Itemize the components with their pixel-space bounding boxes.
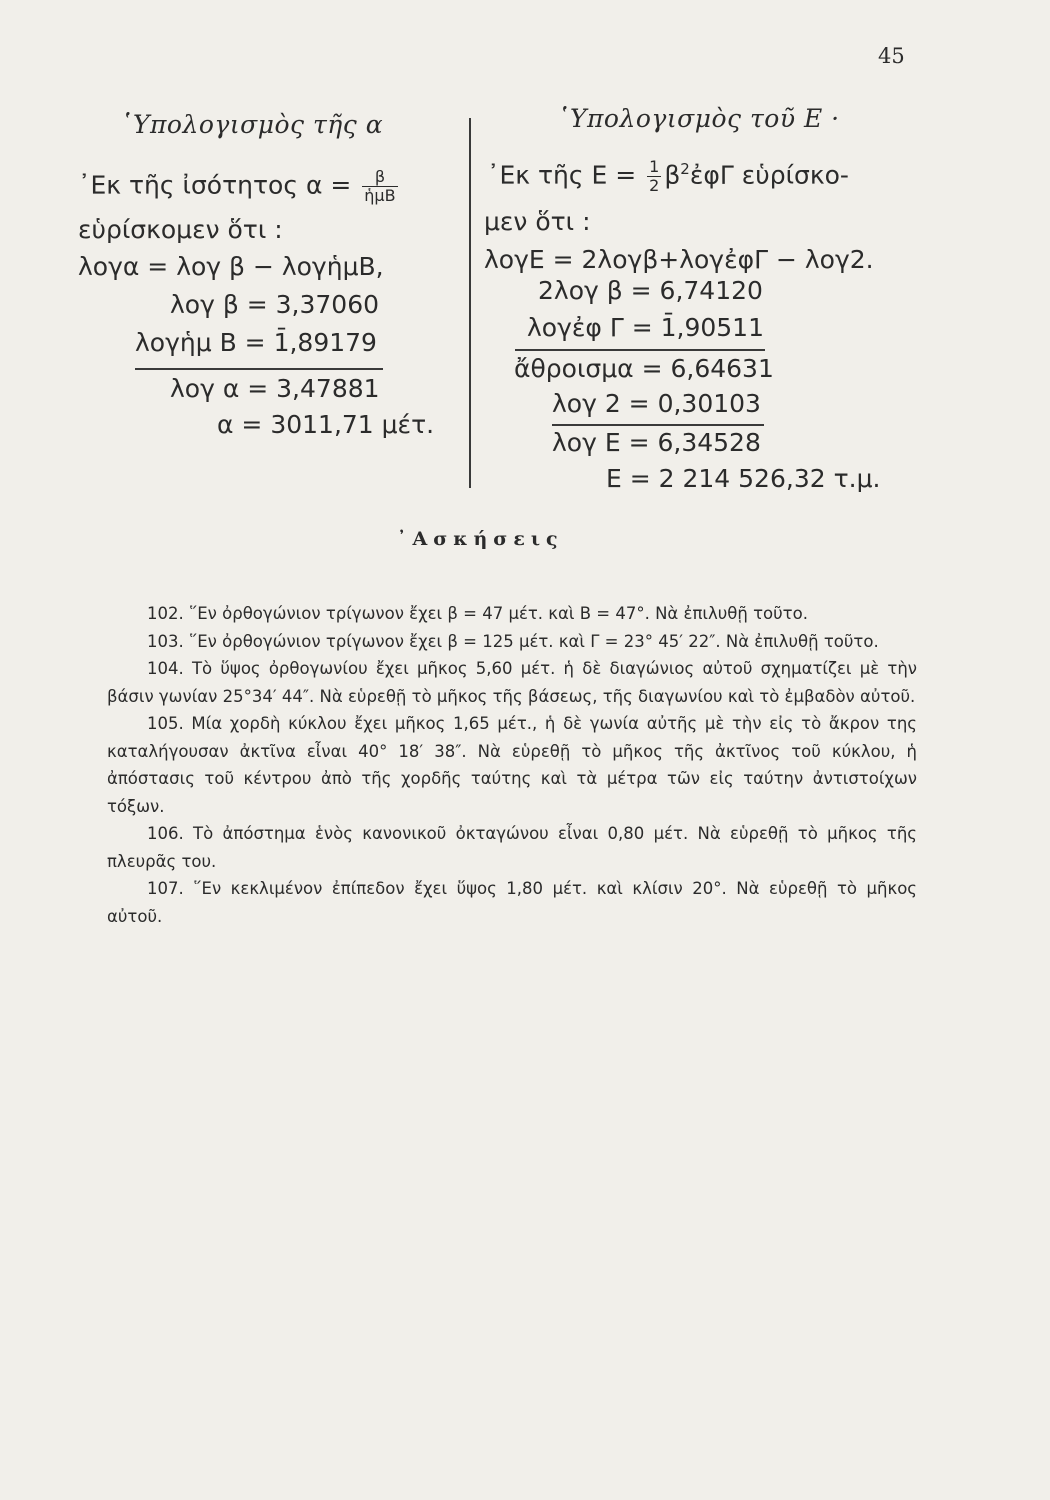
left-line-5: λογἡμ Β = 1̄,89179: [135, 328, 377, 357]
right-line-5: λογἐφ Γ = 1̄,90511: [527, 313, 764, 342]
exercise-104: 104. Τὸ ὕψος ὀρθογωνίου ἔχει μῆκος 5,60 μέτ. ἡ δὲ διαγώνιος αὐτοῦ σχηματίζει μὲ τὴν βάσιν γωνίαν 25°34′ 44″. Νὰ εὑρεθῇ τὸ μῆκος τῆς βάσεως, τῆς διαγωνίου καὶ τὸ ἐμβαδὸν αὐτοῦ.: [107, 659, 917, 706]
right-line-8: λογ Ε = 6,34528: [552, 428, 761, 457]
right-difference-rule: [552, 424, 764, 426]
right-line-2: μεν ὅτι :: [484, 207, 591, 236]
left-frac-denominator: ἡμΒ: [364, 186, 396, 205]
right-intro-text: ᾿Εκ τῆς Ε =: [487, 160, 645, 190]
left-section-title: ῾Υπολογισμὸς τῆς α: [120, 110, 384, 139]
page-number: 45: [878, 44, 905, 68]
right-line-4: 2λογ β = 6,74120: [538, 276, 763, 305]
right-line-7: λογ 2 = 0,30103: [552, 389, 761, 418]
right-frac-denominator: 2: [649, 176, 660, 195]
right-sum-rule: [515, 349, 765, 351]
exercises-heading: ᾿Ασκήσεις: [397, 528, 564, 550]
exercise-106: 106. Τὸ ἀπόστημα ἑνὸς κανονικοῦ ὀκταγώνου εἶναι 0,80 μέτ. Νὰ εὑρεθῇ τὸ μῆκος τῆς πλευρᾶς του.: [107, 824, 917, 871]
left-fraction: [362, 168, 397, 205]
right-intro-beta: β: [664, 160, 681, 190]
right-intro-exponent: 2: [680, 160, 690, 179]
right-intro-tail: ἐφΓ εὑρίσκο-: [689, 160, 849, 190]
right-line-6: ἄθροισμα = 6,64631: [514, 354, 774, 383]
left-frac-numerator: β: [362, 168, 397, 187]
right-fraction: [647, 158, 661, 195]
right-line-9: Ε = 2 214 526,32 τ.μ.: [606, 464, 881, 493]
left-line-4: λογ β = 3,37060: [170, 290, 380, 319]
left-line-3: λογα = λογ β − λογἡμΒ,: [78, 252, 384, 281]
left-line-6: λογ α = 3,47881: [170, 374, 380, 403]
left-intro-text: ᾿Εκ τῆς ἰσότητος α =: [78, 170, 360, 200]
exercises-list: [107, 600, 917, 930]
right-intro-line: [487, 158, 849, 195]
left-sum-rule: [135, 368, 383, 370]
column-divider: [469, 118, 471, 488]
exercise-105: 105. Μία χορδὴ κύκλου ἔχει μῆκος 1,65 μέτ., ἡ δὲ γωνία αὐτῆς μὲ τὴν εἰς τὸ ἄκρον της καταλήγουσαν ἀκτῖνα εἶναι 40° 18′ 38″. Νὰ εὑρεθῇ τὸ μῆκος τῆς ἀκτῖνος τοῦ κύκλου, ἡ ἀπόστασις τοῦ κέντρου ἀπὸ τῆς χορδῆς ταύτης καὶ τὰ μέτρα τῶν εἰς ταύτην ἀντιστοίχων τόξων.: [107, 714, 917, 816]
right-line-3: λογΕ = 2λογβ+λογἐφΓ − λογ2.: [484, 245, 874, 274]
exercise-107: 107. ῞Εν κεκλιμένον ἐπίπεδον ἔχει ὕψος 1,80 μέτ. καὶ κλίσιν 20°. Νὰ εὑρεθῇ τὸ μῆκος αὐτοῦ.: [107, 879, 917, 926]
left-line-7: α = 3011,71 μέτ.: [217, 410, 435, 439]
right-section-title: ῾Υπολογισμὸς τοῦ Ε ·: [557, 104, 840, 133]
right-frac-numerator: 1: [649, 157, 660, 176]
left-line-2: εὑρίσκομεν ὅτι :: [78, 215, 283, 244]
exercise-103: 103. ῞Εν ὀρθογώνιον τρίγωνον ἔχει β = 125 μέτ. καὶ Γ = 23° 45′ 22″. Νὰ ἐπιλυθῇ τοῦτο.: [147, 631, 879, 651]
left-intro-line: [78, 168, 401, 205]
exercise-102: 102. ῞Εν ὀρθογώνιον τρίγωνον ἔχει β = 47 μέτ. καὶ Β = 47°. Νὰ ἐπιλυθῇ τοῦτο.: [147, 604, 808, 623]
